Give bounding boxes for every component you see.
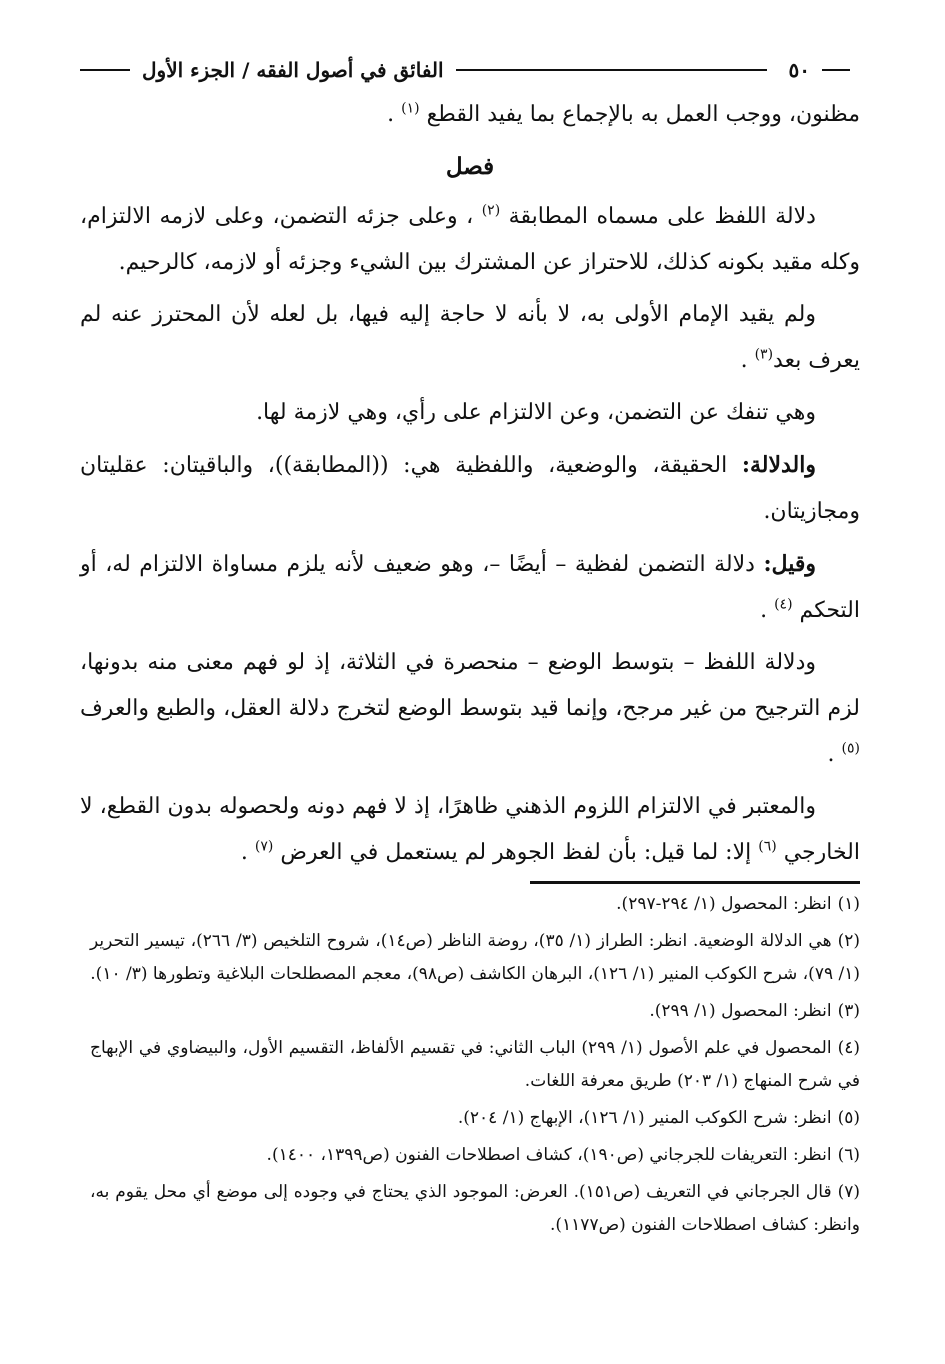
paragraph-2-text-b: ، وعلى جزئه التضمن، وعلى لازمه الالتزام، وكله مقيد بكونه كذلك، للاحتراز عن المشترك بين الشيء وجزئه أو لازمه، كالرحيم. (80, 204, 860, 275)
main-text (80, 92, 860, 882)
footnote-7 (90, 1176, 860, 1242)
footnote-ref-3[interactable]: (٣) (754, 346, 774, 363)
paragraph-6: وقيل: دلالة التضمن لفظية – أيضًا –، وهو ضعيف لأنه يلزم مساواة الالتزام له، أو التحكم $^{(٤)}$ . (80, 551, 860, 623)
footnote-marker: (٦) (837, 1145, 860, 1165)
footnote-3 (90, 995, 860, 1028)
paragraph-3-text: ولم يقيد الإمام الأولى به، لا بأنه لا حاجة إليه فيها، بل لعله لأن المحترز عنه لم يعرف بعد (80, 302, 860, 373)
footnote-1 (90, 888, 860, 921)
paragraph-7: ودلالة اللفظ – بتوسط الوضع – منحصرة في الثلاثة، إذ لو فهم معنى منه بدونها، لزم الترجيح من غير مرجح، وإنما قيد بتوسط الوضع لتخرج دلالة العقل، والطبع والعرف $^{(٥)}$ . (80, 650, 860, 767)
footnote-marker: (٥) (837, 1108, 860, 1128)
paragraph-5 (80, 442, 860, 535)
section-title: فصل (445, 153, 495, 180)
footnote-2 (90, 925, 860, 991)
footnote-text: هي الدلالة الوضعية. انظر: الطراز (١/ ٣٥)، روضة الناظر (ص١٤)، شروح التلخيص (٣/ ٢٦٦)، تيسير التحرير (١/ ٧٩)، شرح الكوكب المنير (١/ ١٢٦)، البرهان الكاشف (ص٩٨)، معجم المصطلحات البلاغية وتطورها (٣/ ١٠). (90, 931, 860, 984)
footnotes (90, 888, 860, 1246)
paragraph-5-text: الحقيقة، والوضعية، واللفظية هي: ((المطابقة))، والباقيتان: عقليتان ومجازيتان. (80, 453, 860, 524)
paragraph-3: ولم يقيد الإمام الأولى به، لا بأنه لا حاجة إليه فيها، بل لعله لأن المحترز عنه لم يعرف بعد$^{(٣)}$ . (80, 302, 860, 373)
footnote-6 (90, 1139, 860, 1172)
paragraph-2-text-a: دلالة اللفظ على مسماه المطابقة (508, 204, 816, 229)
footnote-ref-2[interactable]: (٢) (481, 202, 501, 219)
footnote-text: انظر: المحصول (١/ ٢٩٤-٢٩٧). (616, 894, 832, 914)
footnote-marker: (٤) (837, 1038, 860, 1058)
paragraph-4 (80, 390, 860, 436)
footnote-text: قال الجرجاني في التعريف (ص١٥١). العرض: الموجود الذي يحتاج في وجوده إلى موضع أي محل يقوم به، وانظر: كشاف اصطلاحات الفنون (ص١١٧٧). (90, 1182, 860, 1235)
footnote-ref-1[interactable]: (١) (401, 100, 420, 117)
header-dash-right (822, 69, 850, 71)
running-title: الفائق في أصول الفقه / الجزء الأول (142, 58, 444, 82)
paragraph-8: والمعتبر في الالتزام اللزوم الذهني ظاهرًا، إذ لا فهم دونه ولحصوله بدون القطع، لا الخارجي $^{(٦)}$ إلا: لما قيل: بأن لفظ الجوهر لم يستعمل في العرض $^{(٧)}$ . (80, 794, 860, 865)
footnote-text: انظر: التعريفات للجرجاني (ص١٩٠)، كشاف اصطلاحات الفنون (ص١٣٩٩، ١٤٠٠). (266, 1145, 832, 1165)
page-number: ٥٠ (788, 58, 810, 82)
footnote-ref-7[interactable]: (٧) (254, 838, 274, 855)
paragraph-6-lead: وقيل: (763, 551, 816, 577)
paragraph-6-text: دلالة التضمن لفظية – أيضًا –، وهو ضعيف لأنه يلزم مساواة الالتزام له، أو التحكم (80, 552, 860, 623)
footnote-text: انظر: المحصول (١/ ٢٩٩). (649, 1001, 832, 1021)
footnote-marker: (٧) (837, 1182, 860, 1202)
footnote-5 (90, 1102, 860, 1135)
footnote-separator (530, 881, 860, 884)
footnote-marker: (٢) (837, 931, 860, 951)
paragraph-7-text: ودلالة اللفظ – بتوسط الوضع – منحصرة في الثلاثة، إذ لو فهم معنى منه بدونها، لزم الترجيح من غير مرجح، وإنما قيد بتوسط الوضع لتخرج دلالة العقل، والطبع والعرف (80, 650, 860, 721)
footnote-ref-6[interactable]: (٦) (758, 838, 777, 855)
footnote-text: المحصول في علم الأصول (١/ ٢٩٩) الباب الثاني: في تقسيم الألفاظ، التقسيم الأول، والبيضاوي في الإبهاج في شرح المنهاج (١/ ٢٠٣) طريق معرفة اللغات. (90, 1038, 860, 1091)
footnote-4 (90, 1032, 860, 1098)
footnote-marker: (١) (837, 894, 860, 914)
paragraph-1-text: مظنون، ووجب العمل به بالإجماع بما يفيد القطع (426, 102, 860, 127)
page-header (80, 50, 850, 90)
footnote-ref-4[interactable]: (٤) (774, 596, 793, 613)
paragraph-5-lead: والدلالة: (741, 452, 816, 478)
paragraph-1: مظنون، ووجب العمل به بالإجماع بما يفيد القطع $^{(١)}$ . (387, 100, 860, 127)
footnote-marker: (٣) (837, 1001, 860, 1021)
paragraph-8-text-a: والمعتبر في الالتزام اللزوم الذهني ظاهرًا، إذ لا فهم دونه ولحصوله بدون القطع، لا الخارجي (80, 794, 860, 865)
paragraph-8-text-b: إلا: لما قيل: بأن لفظ الجوهر لم يستعمل في العرض (280, 840, 752, 865)
header-rule (456, 69, 767, 71)
header-dash-left (80, 69, 130, 71)
paragraph-2 (80, 194, 860, 286)
footnote-ref-5[interactable]: (٥) (841, 740, 860, 757)
footnote-text: انظر: شرح الكوكب المنير (١/ ١٢٦)، الإبهاج (١/ ٢٠٤). (457, 1108, 832, 1128)
paragraph-4-text: وهي تنفك عن التضمن، وعن الالتزام على رأي، وهي لازمة لها. (256, 400, 816, 425)
